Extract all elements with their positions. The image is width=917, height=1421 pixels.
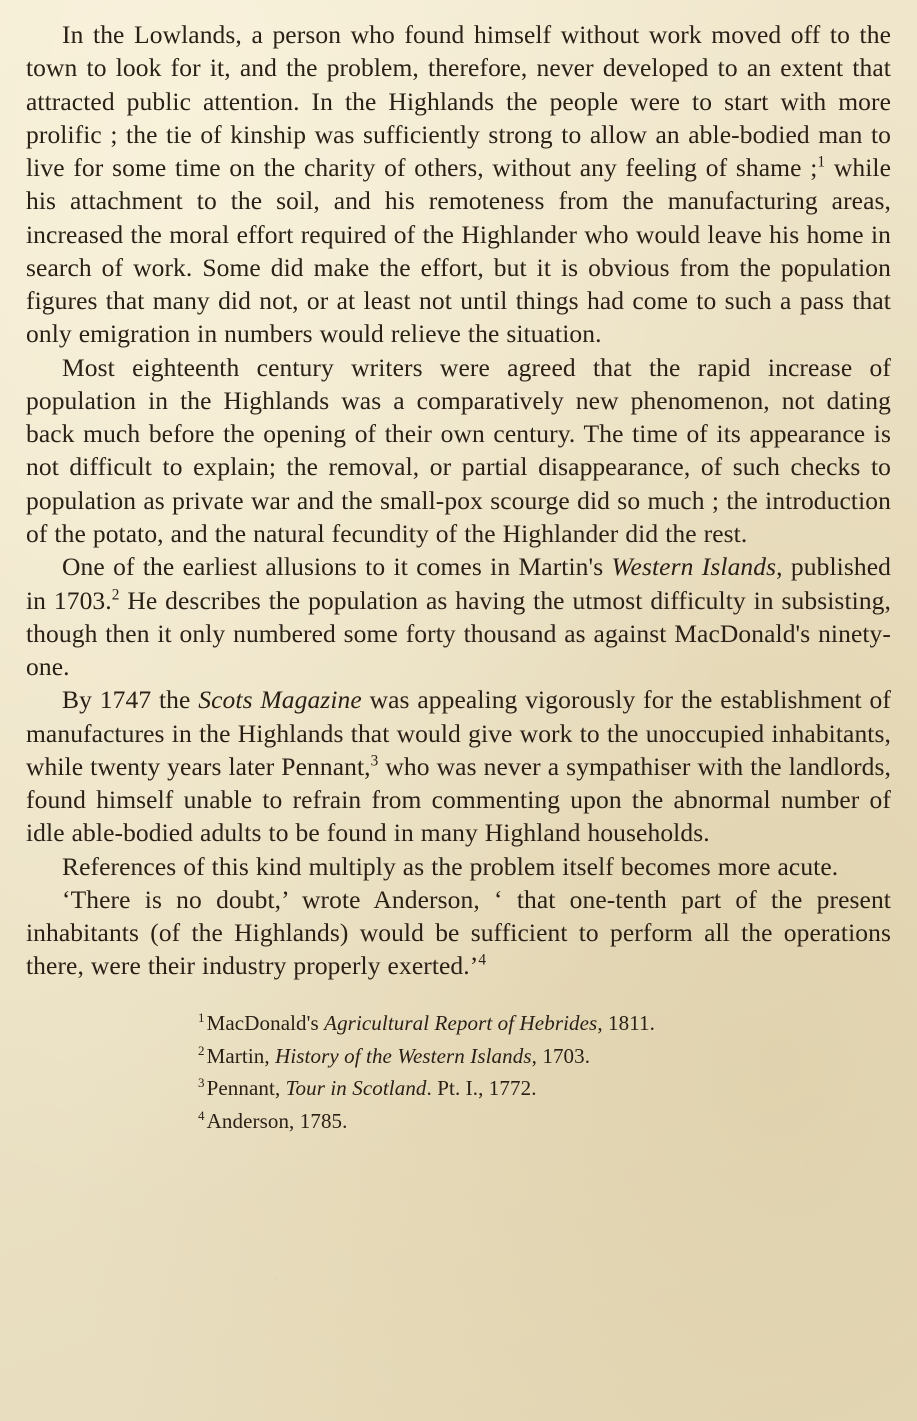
paragraph-5-run-1: References of this kind multiply as the problem itself becomes more acute. xyxy=(62,851,839,881)
paragraph-4 xyxy=(26,683,891,849)
paragraph-2 xyxy=(26,351,891,551)
title-scots-magazine: Scots Magazine xyxy=(198,685,362,715)
paragraph-4-run-1: By 1747 the xyxy=(62,685,199,715)
footnote-4: $^4$Anderson, 1785. xyxy=(198,1108,348,1134)
body-text-column xyxy=(26,18,891,983)
paragraph-4-run-5: who was never a sympathiser with the landlords, found himself unable to refrain from commenting upon the abnormal number of idle able-bodied adults to be found in many Highland households. xyxy=(26,751,892,848)
footnote-3-run-3: . Pt. I., 1772. xyxy=(426,1076,537,1101)
footnote-2-title: History of the Western Islands xyxy=(275,1043,532,1068)
footnote-1-run-1: MacDonald's xyxy=(206,1010,325,1035)
paragraph-3 xyxy=(26,550,891,683)
paragraph-3-run-5: He describes the population as having the utmost difficulty in subsisting, though then it only numbered some forty thousand as against MacDonald's ninety-one. xyxy=(26,585,891,682)
footnote-3-run-1: Pennant, xyxy=(206,1076,286,1101)
paragraph-3-run-3: , published in 1703. xyxy=(26,552,891,615)
footnote-1-run-3: , 1811. xyxy=(597,1010,655,1035)
footnotes-section xyxy=(26,1009,891,1137)
footnote-ref-2[interactable]: 2 xyxy=(111,586,120,604)
paragraph-2-run-1: Most eighteenth century writers were agreed that the rapid increase of population in the Highlands was a comparatively new phenomenon, not dating back much before the opening of their own century. The time of its appearance is not difficult to explain; the removal, or partial disappearance, of such checks to population as private war and the small-pox scourge did so much ; the introduction of the potato, and the natural fecundity of the Highlander did the rest. xyxy=(26,352,891,548)
footnote-3-title: Tour in Scotland xyxy=(285,1076,427,1101)
footnote-2: $^2$Martin, History of the Western Islands, 1703. xyxy=(198,1042,591,1068)
footnote-ref-1[interactable]: 1 xyxy=(817,153,826,171)
footnote-1-title: Agricultural Report of Hebrides xyxy=(324,1010,598,1035)
footnote-2-run-3: , 1703. xyxy=(531,1043,591,1068)
paragraph-4-run-3: was appealing vigorously for the establishment of manufactures in the Highlands that would give work to the unoccupied inhabitants, while twenty years later Pennant, xyxy=(26,685,892,781)
paragraph-1-run-1: In the Lowlands, a person who found himself without work moved off to the town to look for it, and the problem, therefore, never developed to an extent that attracted public attention. In the Highlands the people were to start with more prolific ; the tie of kinship was sufficiently strong to allow an able-bodied man to live for some time on the charity of others, without any feeling of shame ; xyxy=(26,20,891,183)
paragraph-1-run-3: while his attachment to the soil, and his remoteness from the manufacturing areas, increased the moral effort required of the Highlander who would leave his home in search of work. Some did make the effort, but it is obvious from the population figures that many did not, or at least not until things had come to such a pass that only emigration in numbers would relieve the situation. xyxy=(26,153,891,349)
paragraph-5 xyxy=(26,850,891,883)
footnote-3: $^3$Pennant, Tour in Scotland. Pt. I., 1772. xyxy=(198,1075,537,1101)
paragraph-6-run-1: ‘There is no doubt,’ wrote Anderson, ‘ that one-tenth part of the present inhabitants (of the Highlands) would be sufficient to perform all the operations there, were their industry properly exerted.’ xyxy=(26,884,891,981)
footnote-1: $^1$MacDonald's Agricultural Report of Hebrides, 1811. xyxy=(198,1009,655,1035)
paragraph-6 xyxy=(26,883,891,983)
paragraph-3-run-1: One of the earliest allusions to it comes in Martin's xyxy=(62,552,612,582)
footnote-ref-3[interactable]: 3 xyxy=(370,752,379,770)
footnote-4-run-1: Anderson, 1785. xyxy=(206,1109,348,1134)
footnote-ref-4[interactable]: 4 xyxy=(478,951,487,969)
title-western-islands: Western Islands xyxy=(611,552,777,582)
paragraph-1 xyxy=(26,18,891,351)
footnote-2-run-1: Martin, xyxy=(206,1043,276,1068)
